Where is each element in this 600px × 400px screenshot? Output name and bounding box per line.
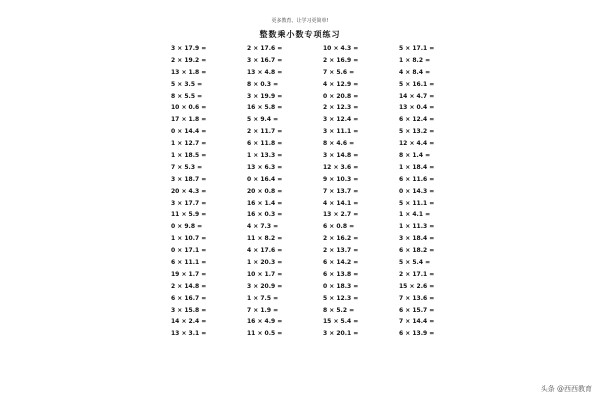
problem-item: 6 × 15.7 = (399, 306, 435, 314)
problem-item: 6 × 0.8 = (323, 223, 355, 231)
problem-item: 5 × 3.5 = (171, 80, 203, 88)
problem-item: 3 × 20.1 = (323, 330, 359, 338)
problem-item: 16 × 4.9 = (247, 318, 283, 326)
problem-item: 5 × 9.4 = (247, 116, 279, 124)
problem-item: 3 × 19.9 = (247, 92, 283, 100)
problem-item: 16 × 0.3 = (247, 211, 283, 219)
problem-item: 1 × 18.5 = (171, 152, 207, 160)
problem-item: 13 × 0.4 = (399, 104, 435, 112)
problem-item: 12 × 4.4 = (399, 140, 435, 148)
problem-item: 3 × 17.9 = (171, 45, 207, 52)
problem-item: 8 × 1.4 = (399, 152, 431, 160)
problem-item: 0 × 17.1 = (171, 247, 207, 255)
problem-item: 19 × 1.7 = (171, 270, 207, 278)
problem-item: 7 × 5.6 = (323, 68, 355, 76)
problem-item: 13 × 3.1 = (171, 330, 207, 338)
problem-item: 1 × 11.3 = (399, 223, 435, 231)
problem-item: 6 × 13.9 = (399, 330, 435, 338)
problem-item: 6 × 14.2 = (323, 259, 359, 267)
problem-item: 3 × 20.9 = (247, 282, 283, 290)
problem-item: 10 × 1.7 = (247, 270, 283, 278)
problem-item: 2 × 11.7 = (247, 128, 283, 136)
problem-item: 8 × 0.3 = (247, 80, 279, 88)
problem-item: 2 × 12.3 = (323, 104, 359, 112)
problem-item: 4 × 14.1 = (323, 199, 359, 207)
problem-item: 3 × 18.7 = (171, 175, 207, 183)
problem-item: 3 × 18.4 = (399, 235, 435, 243)
problem-item: 20 × 4.3 = (171, 187, 207, 195)
problem-item: 5 × 16.1 = (399, 80, 435, 88)
problem-item: 0 × 16.4 = (247, 175, 283, 183)
problem-item: 13 × 1.8 = (171, 68, 207, 76)
problem-item: 6 × 18.2 = (399, 247, 435, 255)
problem-item: 2 × 17.6 = (247, 45, 283, 52)
problem-item: 2 × 16.2 = (323, 235, 359, 243)
problem-item: 5 × 12.3 = (323, 294, 359, 302)
problem-item: 2 × 16.9 = (323, 56, 359, 64)
problem-item: 1 × 8.2 = (399, 56, 431, 64)
header-note: 更多教育、让学习更简单! (271, 18, 329, 24)
problem-item: 6 × 11.1 = (171, 259, 207, 267)
problem-item: 1 × 10.7 = (171, 235, 207, 243)
problem-item: 2 × 13.7 = (323, 247, 359, 255)
problem-item: 1 × 18.4 = (399, 163, 435, 171)
problem-item: 13 × 6.3 = (247, 163, 283, 171)
problem-item: 17 × 1.8 = (171, 116, 207, 124)
problem-item: 5 × 5.4 = (399, 259, 431, 267)
watermark: 头条 @西西教育 (540, 385, 592, 393)
problem-item: 7 × 1.9 = (247, 306, 279, 314)
problem-item: 15 × 5.4 = (323, 318, 359, 326)
problem-item: 0 × 20.8 = (323, 92, 359, 100)
problem-item: 14 × 4.7 = (399, 92, 435, 100)
problem-item: 1 × 12.7 = (171, 140, 207, 148)
problem-item: 12 × 3.6 = (323, 163, 359, 171)
problem-item: 7 × 13.6 = (399, 294, 435, 302)
problem-item: 20 × 0.8 = (247, 187, 283, 195)
problem-item: 2 × 17.1 = (399, 270, 435, 278)
problem-item: 1 × 7.5 = (247, 294, 279, 302)
problem-item: 6 × 13.8 = (323, 270, 359, 278)
problem-item: 10 × 4.3 = (323, 45, 359, 52)
problem-item: 5 × 17.1 = (399, 45, 435, 52)
problem-item: 7 × 14.4 = (399, 318, 435, 326)
problem-item: 3 × 14.8 = (323, 152, 359, 160)
problem-item: 14 × 2.4 = (171, 318, 207, 326)
problem-item: 6 × 11.8 = (247, 140, 283, 148)
problem-item: 6 × 16.7 = (171, 294, 207, 302)
problem-item: 11 × 8.2 = (247, 235, 283, 243)
problem-item: 8 × 4.6 = (323, 140, 355, 148)
problem-item: 3 × 16.7 = (247, 56, 283, 64)
problem-item: 15 × 2.6 = (399, 282, 435, 290)
problem-item: 9 × 10.3 = (323, 175, 359, 183)
problem-item: 3 × 11.1 = (323, 128, 359, 136)
exercise-grid (171, 43, 481, 388)
problem-item: 16 × 1.4 = (247, 199, 283, 207)
problem-item: 7 × 13.7 = (323, 187, 359, 195)
problem-item: 4 × 8.4 = (399, 68, 431, 76)
problem-item: 4 × 12.9 = (323, 80, 359, 88)
problem-item: 0 × 9.8 = (171, 223, 203, 231)
page-title: 整数乘小数专项练习 (259, 30, 341, 39)
problem-item: 3 × 15.8 = (171, 306, 207, 314)
problem-item: 11 × 0.5 = (247, 330, 283, 338)
problem-item: 2 × 19.2 = (171, 56, 207, 64)
problem-item: 4 × 7.3 = (247, 223, 279, 231)
problem-item: 0 × 18.3 = (323, 282, 359, 290)
problem-item: 2 × 14.8 = (171, 282, 207, 290)
problem-item: 6 × 11.6 = (399, 175, 435, 183)
problem-item: 13 × 2.7 = (323, 211, 359, 219)
problem-item: 0 × 14.4 = (171, 128, 207, 136)
problem-item: 1 × 4.1 = (399, 211, 431, 219)
problem-item: 8 × 5.5 = (171, 92, 203, 100)
problem-item: 0 × 14.3 = (399, 187, 435, 195)
problem-item: 7 × 5.3 = (171, 163, 203, 171)
problem-item: 5 × 11.1 = (399, 199, 435, 207)
problem-item: 3 × 12.4 = (323, 116, 359, 124)
problem-item: 13 × 4.8 = (247, 68, 283, 76)
problem-item: 3 × 17.7 = (171, 199, 207, 207)
problem-item: 11 × 5.9 = (171, 211, 207, 219)
problem-item: 5 × 13.2 = (399, 128, 435, 136)
problem-item: 6 × 12.4 = (399, 116, 435, 124)
problem-item: 8 × 5.2 = (323, 306, 355, 314)
problem-item: 1 × 13.3 = (247, 152, 283, 160)
problem-item: 4 × 17.6 = (247, 247, 283, 255)
problem-item: 1 × 20.3 = (247, 259, 283, 267)
problem-item: 10 × 0.6 = (171, 104, 207, 112)
problem-item: 16 × 5.8 = (247, 104, 283, 112)
